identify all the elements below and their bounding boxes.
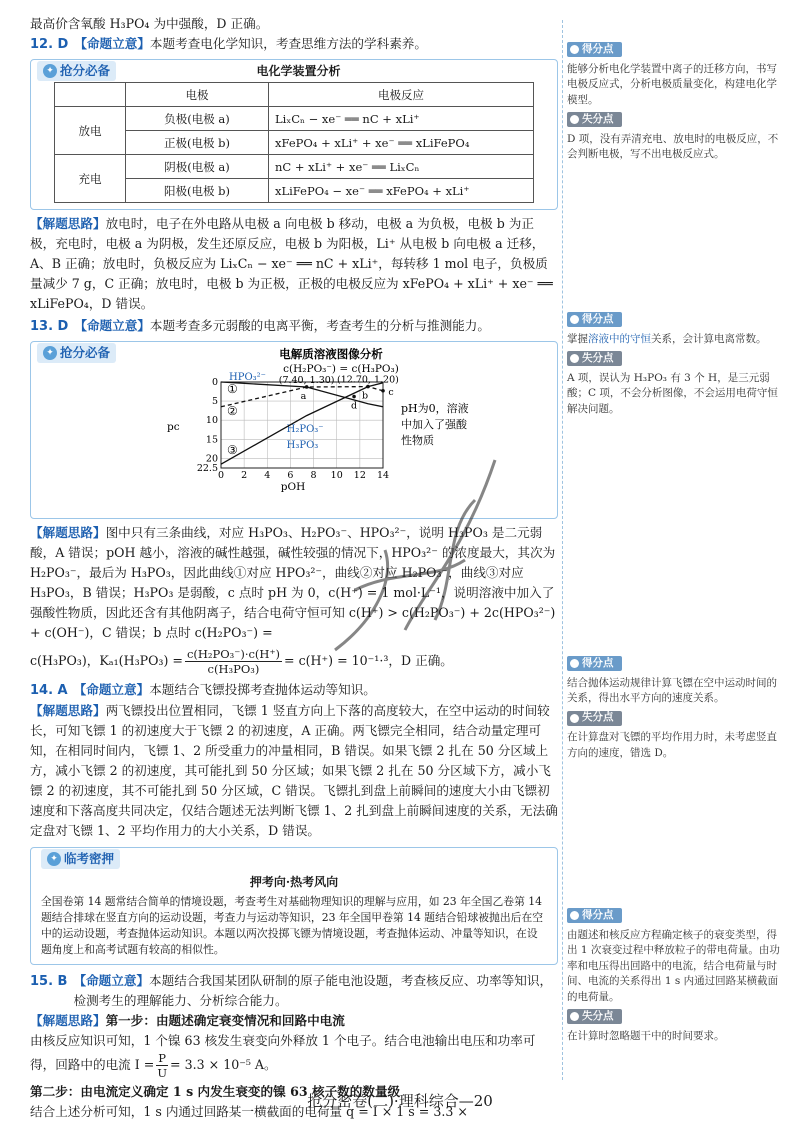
q14-box-title: 押考向·热考风向 — [249, 875, 339, 889]
table-row: xFePO₄ + xLi⁺ + xe⁻ ══ xLiFePO₄ — [269, 131, 534, 155]
point-label: (12.70, 1.20) — [337, 374, 399, 386]
current-fraction: $\frac{P}{U}$ — [157, 1051, 168, 1080]
chart-top-annotation: c(H₂PO₃⁻) = c(H₃PO₃) — [283, 363, 399, 375]
chart-xlabel: pOH — [280, 481, 306, 493]
q13-solution-tail: c(H₃PO₃)，Kₐ₁(H₃PO₃) = $\frac{\text{c(H₂PO₃⁻)·c(H⁺)}}{\text{c(H₃PO₃)}}$ = c(H⁺) = 10⁻¹·³，D 正确。 — [30, 647, 453, 676]
table-row: nC + xLi⁺ + xe⁻ ══ LiₓCₙ — [269, 155, 534, 179]
q13-intent: 本题考查多元弱酸的电离平衡，考查考生的分析与推测能力。 — [149, 318, 490, 333]
q13-number: 13. D — [30, 319, 69, 334]
score-point-tag: 得分点 — [567, 656, 622, 671]
q14-exam-box — [30, 847, 558, 965]
side-text: 在计算盘对飞镖的平均作用力时，未考虑竖直方向的速度，错选 D。 — [567, 731, 777, 759]
side-text: 掌握溶液中的守恒关系，会计算电离常数。 — [567, 332, 767, 345]
side-q14 — [567, 656, 787, 765]
side-text: 在计算时忽略题干中的时间要求。 — [567, 1029, 725, 1042]
table-row: 负极(电极 a) — [126, 107, 269, 131]
lose-point-tag: 失分点 — [567, 1009, 622, 1024]
col-reaction: 电极反应 — [269, 83, 534, 107]
group-charge: 充电 — [55, 155, 126, 203]
y-tick-label: 10 — [205, 415, 218, 427]
ph-chart — [31, 344, 551, 494]
side-divider — [562, 20, 563, 1080]
table-row: LiₓCₙ − xe⁻ ══ nC + xLi⁺ — [269, 107, 534, 131]
q14-number: 14. A — [30, 683, 68, 698]
y-tick-label: 5 — [211, 396, 218, 408]
q14-intent: 本题结合飞镖投掷考查抛体运动等知识。 — [149, 682, 376, 697]
top-line: 最高价含氧酸 H₃PO₄ 为中强酸，D 正确。 — [30, 16, 269, 31]
x-tick-label: 6 — [287, 470, 294, 481]
series-name-label: HPO₃²⁻ — [229, 372, 266, 383]
table-row: 正极(电极 b) — [126, 131, 269, 155]
dot-icon — [570, 714, 579, 723]
echem-table — [54, 82, 534, 203]
x-tick-label: 2 — [241, 470, 248, 481]
series-name-label: H₂PO₃⁻ — [286, 424, 324, 435]
q12-header — [30, 34, 558, 55]
q14-intent-tag: 【命题立意】 — [73, 682, 150, 697]
q14-header — [30, 680, 558, 701]
data-point — [352, 395, 356, 399]
q12-solution: 【解题思路】放电时，电子在外电路从电极 a 向电极 b 移动，电极 a 为负极，电极 b 为正极，充电时，电极 a 为阴极，发生还原反应，电极 b 为阳极，Li⁺ 从电极 b 向电极 a 迁移，A、B 正确；放电时，负极反应为 LiₓCₙ − xe⁻ ══ nC + xLi⁺，每转移 1 mol 电子，负极质量减少 7 g，C 正确；放电时，电极 b 为正极，正极的电极反应为 xFePO₄ + xLi⁺ + xe⁻ ══ xLiFePO₄，D 错误。 — [30, 216, 553, 311]
y-tick-label: 20 — [205, 453, 218, 465]
dot-icon — [570, 45, 579, 54]
point-label: c — [388, 386, 394, 398]
series-number-label: ② — [227, 403, 238, 418]
q13-solution: 【解题思路】图中只有三条曲线，对应 H₃PO₃、H₂PO₃⁻、HPO₃²⁻，说明 H₃PO₃ 是二元弱酸，A 错误；pOH 越小，溶液的碱性越强，碱性较强的情况下，HPO₃²⁻ 的浓度最大，其次为 H₂PO₃⁻，最后为 H₃PO₃，因此曲线①对应 HPO₃²⁻，曲线②对应 H₂PO₃⁻，曲线③对应 H₃PO₃，B 错误；H₃PO₃ 是弱酸，c 点时 pH 为 0，c(H⁺) = 1 mol·L⁻¹，说明溶液中加入了强酸性物质，因此还含有其他阴离子，结合电荷守恒可知 c(H⁺) > c(H₂PO₃⁻) + 2c(HPO₃²⁻) + c(OH⁻)，C 错误；b 点时 c(H₂PO₃⁻) = — [30, 525, 556, 640]
lose-point-tag: 失分点 — [567, 711, 622, 726]
series-number-label: ① — [227, 382, 238, 396]
side-q13 — [567, 312, 787, 421]
side-text: A 项，误认为 H₃PO₃ 有 3 个 H，是三元弱酸；C 项，不会分析图像，不会运用电荷守恒解决问题。 — [567, 371, 778, 415]
chart-ylabel: pc — [167, 421, 180, 433]
score-point-tag: 得分点 — [567, 42, 622, 57]
point-name: b — [361, 390, 369, 402]
q15-step2-text: 结合上述分析可知，1 s 内通过回路某一横截面的电荷量 q = I × 1 s = 3.3 × — [30, 1104, 468, 1119]
dot-icon — [570, 115, 579, 124]
chart-right-note-3: 性物质 — [401, 434, 434, 447]
key-icon: ✦ — [43, 346, 57, 360]
table-row: 阳极(电极 b) — [126, 179, 269, 203]
q13-intent-tag: 【命题立意】 — [74, 318, 150, 333]
q15-number: 15. B — [30, 974, 68, 989]
x-tick-label: 10 — [330, 470, 343, 481]
q12-table-title: 电化学装置分析 — [256, 64, 341, 78]
q13-box-badge: ✦ 抢分必备 — [37, 343, 116, 363]
key-icon: ✦ — [43, 64, 57, 78]
lose-point-tag: 失分点 — [567, 112, 622, 127]
point-label: d — [351, 400, 358, 412]
chart-title: 电解质溶液图像分析 — [279, 347, 383, 361]
q12-must-know-box — [30, 59, 558, 210]
x-tick-label: 4 — [264, 470, 271, 481]
x-tick-label: 14 — [376, 470, 390, 481]
y-tick-label: 22.5 — [196, 463, 218, 474]
col-electrode: 电极 — [126, 83, 269, 107]
dot-icon — [570, 1012, 579, 1021]
data-point — [381, 389, 385, 393]
q14-solution: 【解题思路】两飞镖投出位置相同，飞镖 1 竖直方向上下落的高度较大，在空中运动的时间较长，可知飞镖 1 的初速度大于飞镖 2 的初速度，A 正确。两飞镖完全相同，结合动量定理可知，在相同时间内，飞镖 1、2 所受重力的冲量相同，B 错误。如果飞镖 2 扎在 50 分区域上方，减小飞镖 2 的初速度，其可能扎到 50 分区域；如果飞镖 2 扎在 50 分区域下方，减小飞镖 2 的初速度，其不可能扎到 50 分区域，C 错误。飞镖扎到盘上前瞬间的速度大小由飞镖初速度和下落高度共同决定，仅结合题述无法判断飞镖 1、2 扎到盘上前瞬间速度的关系，无法确定盘对飞镖 1、2 平均作用力的大小关系，D 错误。 — [30, 703, 558, 838]
q13-header — [30, 316, 558, 337]
score-point-tag: 得分点 — [567, 312, 622, 327]
side-text: 由题述和核反应方程确定核子的衰变类型，得出 1 次衰变过程中释放粒子的带电荷量。由功率和电压得出回路中的电流，结合电荷量与时间、电流的关系得出 1 s 内通过回路某横截面的电荷量。 — [567, 928, 780, 1003]
q15-intent-tag: 【命题立意】 — [73, 973, 150, 988]
dot-icon — [570, 315, 579, 324]
q12-intent: 本题考查电化学知识，考查思维方法的学科素养。 — [149, 36, 427, 51]
point-name: a — [300, 390, 307, 402]
side-q12 — [567, 42, 787, 167]
q14-box-badge: ✦ 临考密押 — [41, 849, 120, 869]
series-number-label: ③ — [227, 443, 238, 458]
side-text: 结合抛体运动规律计算飞镖在空中运动时间的关系，得出水平方向的速度关系。 — [567, 676, 777, 704]
ka1-fraction: $\frac{\text{c(H₂PO₃⁻)·c(H⁺)}}{\text{c(H₃PO₃)}}$ — [186, 647, 281, 676]
main-column — [30, 14, 558, 1122]
series-name-label: H₃PO₃ — [286, 440, 319, 451]
x-tick-label: 0 — [217, 470, 225, 481]
x-tick-label: 12 — [353, 470, 366, 481]
q13-must-know-box — [30, 341, 558, 519]
q12-box-badge: ✦ 抢分必备 — [37, 61, 116, 81]
dot-icon — [570, 911, 579, 920]
group-discharge: 放电 — [55, 107, 126, 155]
chart-right-note-1: pH为0，溶液 — [401, 402, 469, 415]
q15-intent: 本题结合我国某团队研制的原子能电池设题，考查核反应、功率等知识，检测考生的理解能力、分析综合能力。 — [73, 973, 553, 1008]
table-row: xLiFePO₄ − xe⁻ ══ xFePO₄ + xLi⁺ — [269, 179, 534, 203]
q15-step2: 第二步：由电流定义确定 1 s 内发生衰变的镍 63 核子数的数量级 — [30, 1084, 401, 1099]
q12-number: 12. D — [30, 37, 69, 52]
key-icon: ✦ — [47, 852, 61, 866]
q14-box-text: 全国卷第 14 题常结合简单的情境设题，考查考生对基础物理知识的理解与应用，如 23 年全国乙卷第 14 题结合排球在竖直方向的运动设题，考查力与运动等知识，23 年全国甲卷第 14 题结合铅球被抛出后在空中的运动设题，考查抛体运动知识。本题以两次投掷飞镖为情境设题，考查抛体运动、冲量等知识，在设题角度上和高考试题有较高的相似性。 — [41, 895, 544, 956]
page-footer: 抢分密卷(二)·理科综合—20 — [307, 1092, 493, 1110]
dot-icon — [570, 354, 579, 363]
y-tick-label: 15 — [205, 434, 218, 446]
chart-right-note-2: 中加入了强酸 — [401, 418, 467, 431]
y-tick-label: 0 — [211, 377, 218, 388]
dot-icon — [570, 659, 579, 668]
side-q15 — [567, 908, 787, 1048]
side-text: 能够分析电化学装置中离子的迁移方向，书写电极反应式，分析电极质量变化，构建电化学模型。 — [567, 62, 777, 106]
q15-header — [30, 971, 558, 1011]
point-label: (7.40, 1.30) — [278, 374, 335, 386]
x-tick-label: 8 — [310, 470, 317, 481]
lose-point-tag: 失分点 — [567, 351, 622, 366]
table-row: 阴极(电极 a) — [126, 155, 269, 179]
q12-intent-tag: 【命题立意】 — [74, 36, 150, 51]
q15-step1-text: 由核反应知识可知，1 个镍 63 核发生衰变向外释放 1 个电子。结合电池输出电压和功率可得，回路中的电流 I = $\frac{P}{U}$ = 3.3 × 10⁻⁵ A。 — [30, 1033, 536, 1080]
q15-step1: 【解题思路】第一步：由题述确定衰变情况和回路中电流 — [30, 1013, 345, 1028]
side-text: D 项，没有弄清充电、放电时的电极反应，不会判断电极，写不出电极反应式。 — [567, 132, 779, 160]
score-point-tag: 得分点 — [567, 908, 622, 923]
